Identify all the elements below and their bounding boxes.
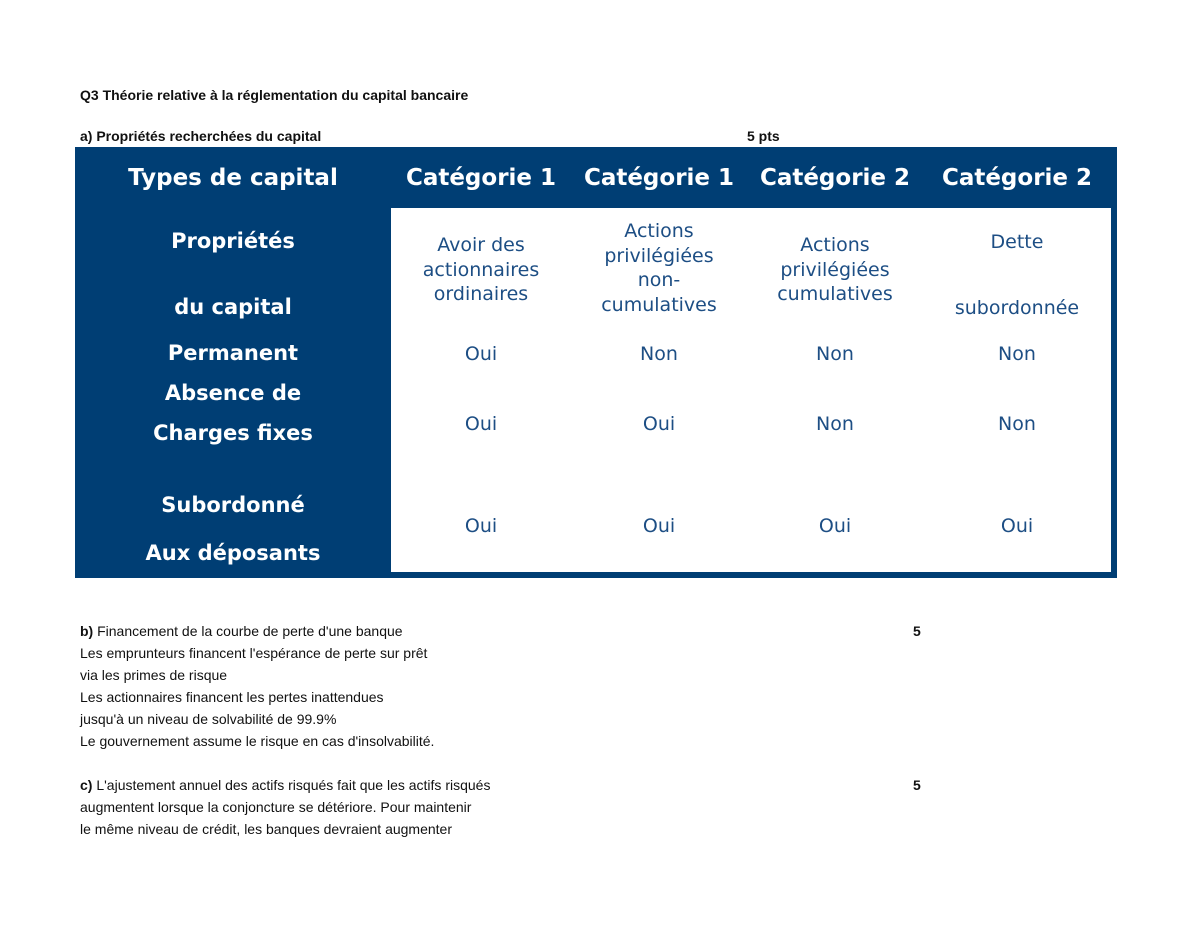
instrument-subordinated-debt-1: Dette [990,231,1044,253]
instrument-cumulative-preferred [747,233,923,307]
capital-types-table [75,147,1117,578]
permanent-value: Non [816,343,854,365]
instrument-line: privilégiées [780,258,890,281]
row-label-subordinated-1: Subordonné [161,493,305,517]
column-header-2: Catégorie 1 [583,165,735,191]
instrument-line: Actions [800,234,870,256]
column-header-3: Catégorie 2 [759,165,911,191]
subordinated-value: Oui [818,515,852,537]
permanent-value: Non [998,343,1036,365]
part-a-points: 5 pts [747,128,780,144]
row-label-properties-1: Propriétés [171,229,295,253]
part-c-text: L'ajustement annuel des actifs risqués fait que les actifs risqués [96,777,491,793]
row-label-permanent: Permanent [167,341,299,365]
row-label-subordinated-2: Aux déposants [145,541,321,565]
fixed-charges-value: Non [816,413,854,435]
part-b-line: jusqu'à un niveau de solvabilité de 99.9% [80,711,337,727]
part-b-line: Les actionnaires financent les pertes inattendues [80,689,384,705]
part-c-heading [80,777,490,793]
part-a-heading [80,128,321,144]
row-label-properties-2: du capital [174,295,292,319]
instrument-line: ordinaires [433,283,529,306]
instrument-subordinated-debt-2: subordonnée [954,297,1080,319]
part-b-points: 5 [913,623,921,639]
part-c-line: augmentent lorsque la conjoncture se détériore. Pour maintenir [80,799,472,815]
instrument-line: privilégiées [604,244,714,267]
fixed-charges-value: Non [998,413,1036,435]
table-corner-header: Types de capital [128,165,338,191]
part-b-line: Le gouvernement assume le risque en cas d'insolvabilité. [80,733,435,749]
part-b-heading [80,623,403,639]
fixed-charges-value: Oui [642,413,676,435]
part-b-letter: b) [80,623,94,639]
subordinated-value: Oui [642,515,676,537]
part-c-line: le même niveau de crédit, les banques devraient augmenter [80,821,452,837]
part-b-text: Financement de la courbe de perte d'une banque [97,623,403,639]
instrument-line: actionnaires [422,258,540,281]
column-header-4: Catégorie 2 [941,165,1093,191]
part-c-letter: c) [80,777,93,793]
instrument-line: cumulatives [601,294,717,317]
instrument-common-equity [391,233,571,307]
instrument-line: Avoir des [437,234,525,256]
subordinated-value: Oui [464,515,498,537]
row-label-fixed-charges-2: Charges fixes [153,421,313,445]
part-a-text: Propriétés recherchées du capital [96,128,322,144]
question-title: Q3 Théorie relative à la réglementation du capital bancaire [80,87,469,103]
instrument-line: cumulatives [777,283,893,306]
part-c-points: 5 [913,777,921,793]
permanent-value: Oui [464,343,498,365]
column-header-1: Catégorie 1 [405,165,557,191]
instrument-noncumulative-preferred [571,219,747,318]
subordinated-value: Oui [1000,515,1034,537]
part-b-line: Les emprunteurs financent l'espérance de perte sur prêt [80,645,428,661]
instrument-line: Actions [624,220,694,242]
row-label-fixed-charges-1: Absence de [164,381,302,405]
part-b-line: via les primes de risque [80,667,228,683]
instrument-line: non- [637,269,681,292]
permanent-value: Non [640,343,678,365]
fixed-charges-value: Oui [464,413,498,435]
part-a-letter: a) [80,128,93,144]
